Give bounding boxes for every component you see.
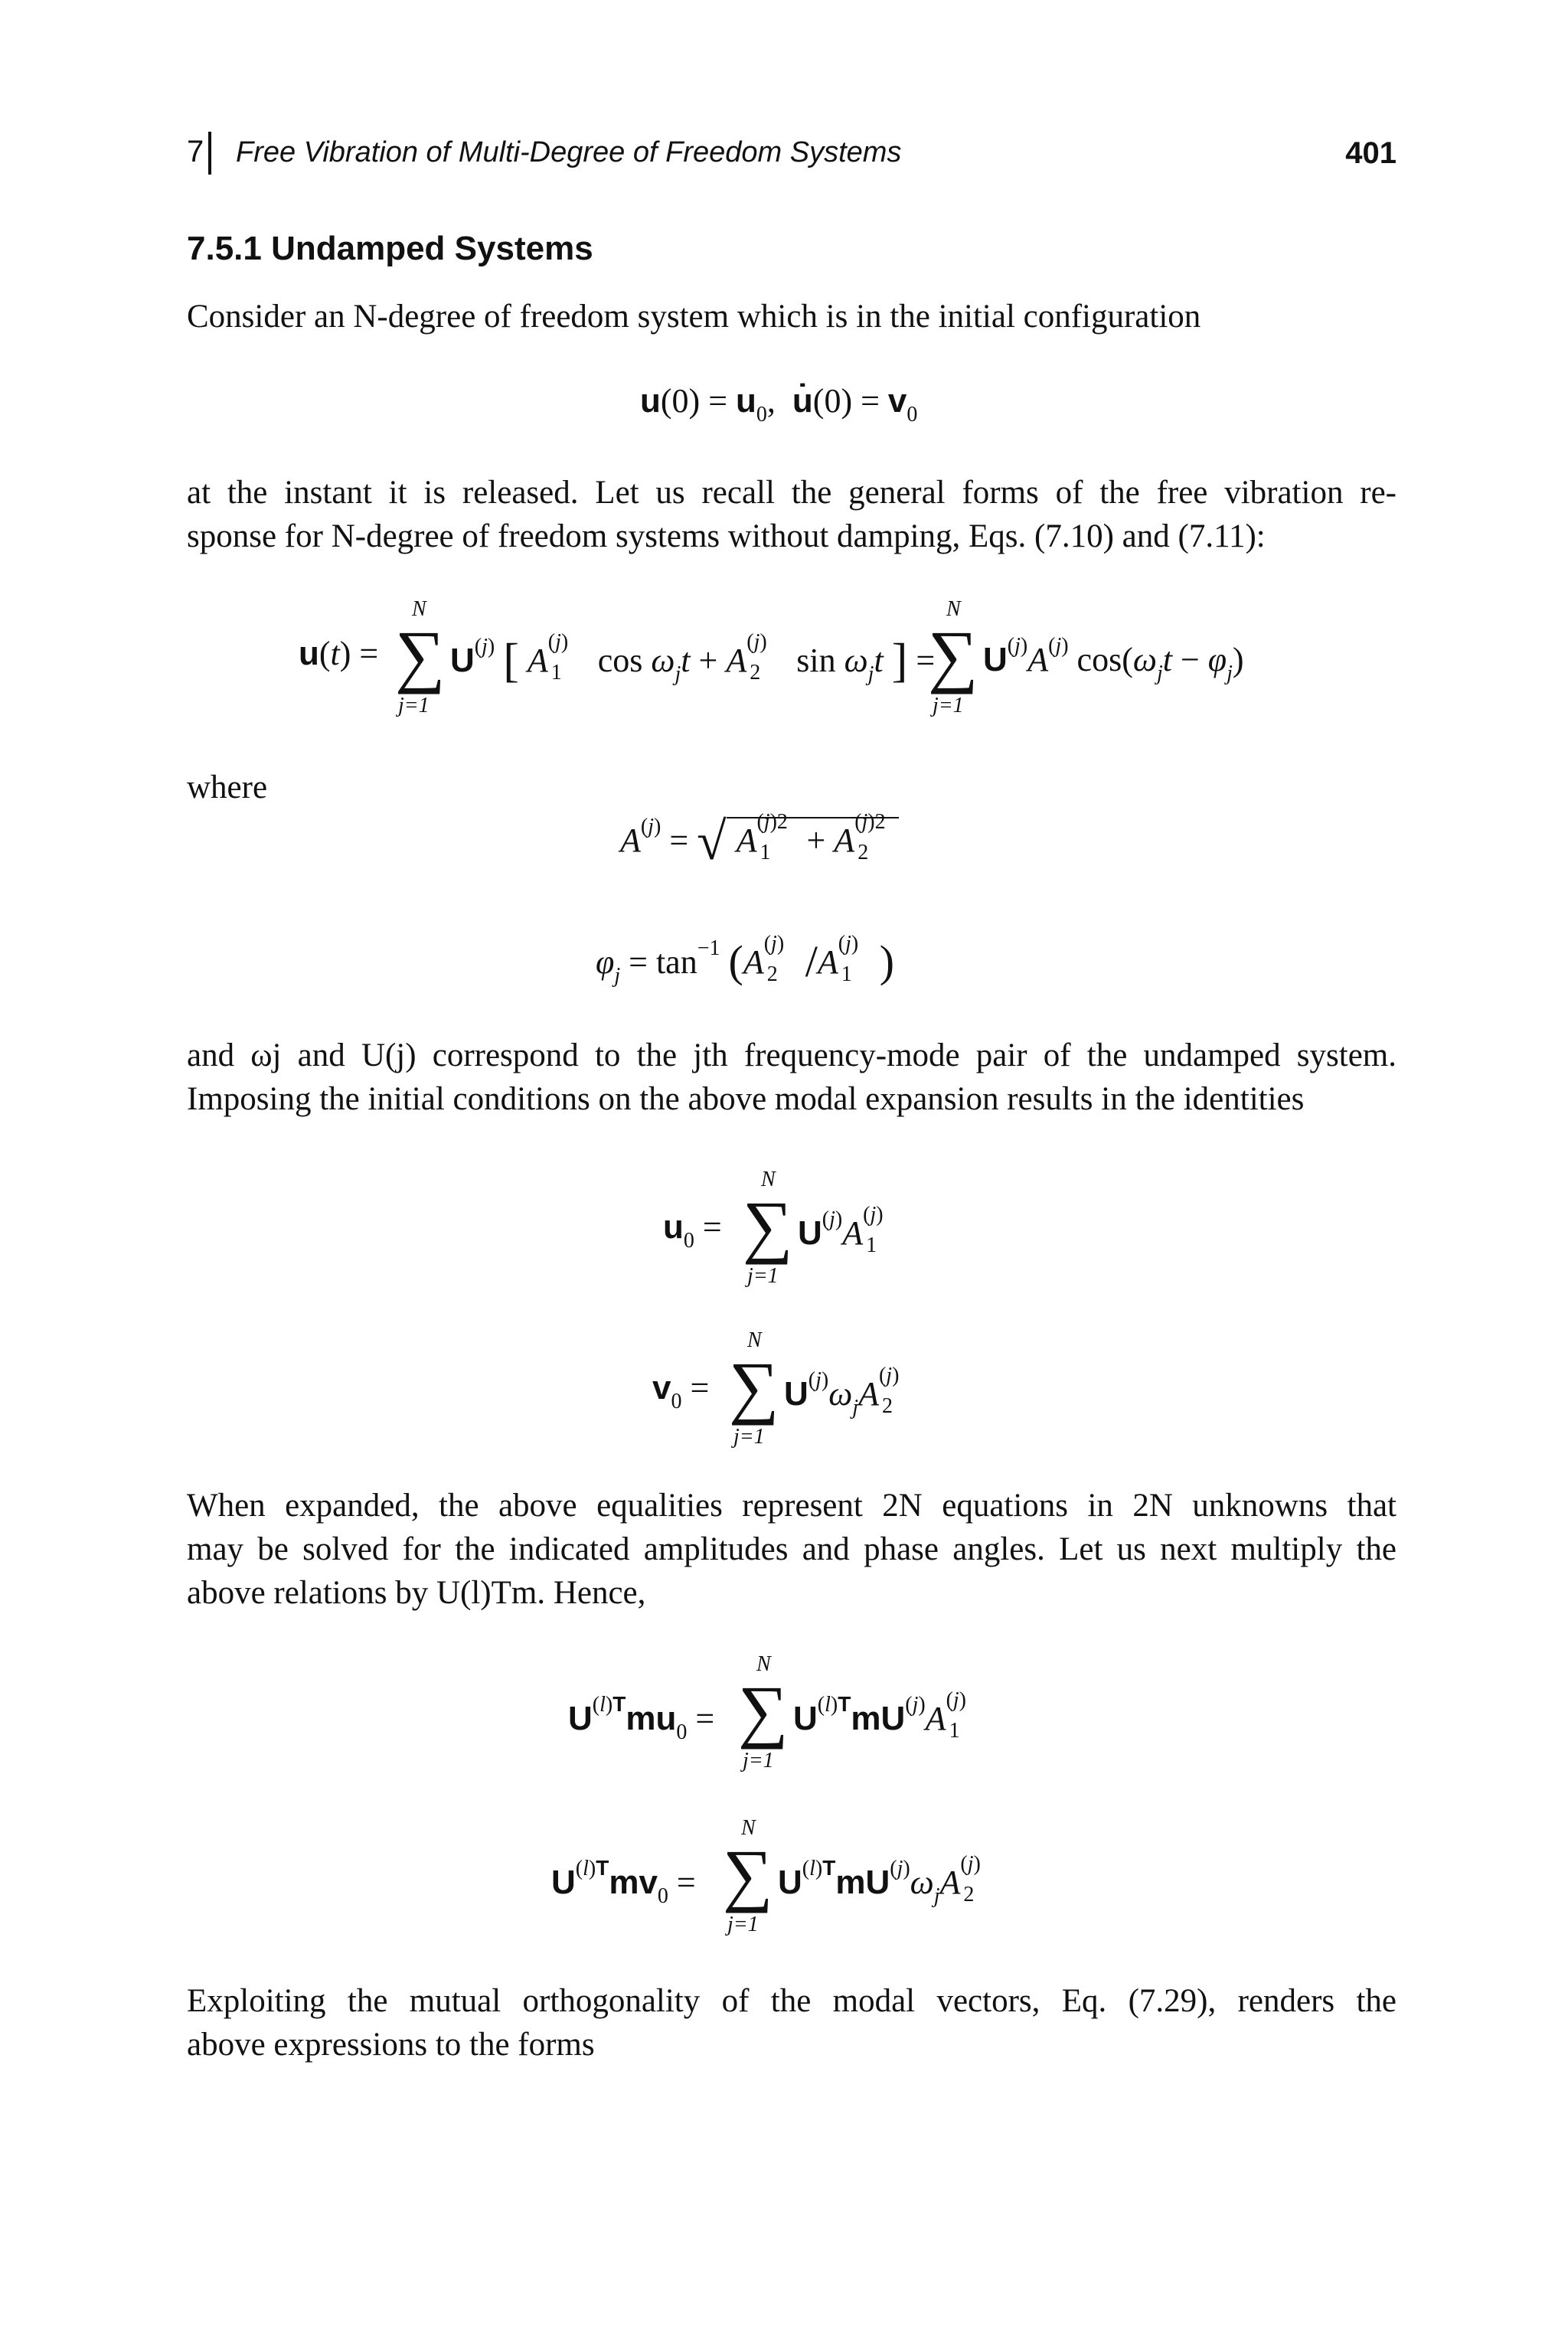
section-heading: 7.5.1 Undamped Systems	[187, 230, 593, 267]
paragraph-intro	[187, 295, 1396, 338]
equation-projected-v0: $U^{(l)T}mv_0$ = N ∑ j=1 $U^{(l)T}mU^{(j)}\omega_jA$ (j) 2	[551, 1816, 981, 1936]
equation-initial-conditions: $u(0) = u_0$, u̇(0) = $v_0$	[640, 382, 918, 426]
paragraph-correspond	[187, 1034, 1396, 1121]
equation-v0-expansion: $v_0$ = N ∑ j=1 $U^{(j)}\omega_jA$ (j) 2	[652, 1328, 900, 1449]
paragraph-line: at the instant it is released. Let us recall the general forms of the free vibration re-	[187, 475, 1396, 511]
paragraph-line: Imposing the initial conditions on the above modal expansion results in the identities	[187, 1081, 1305, 1117]
paragraph-line: above expressions to the forms	[187, 2027, 595, 2063]
chapter-title: Free Vibration of Multi-Degree of Freedom Systems	[236, 136, 902, 168]
equation-phase-angle: $\varphi_j = \tan^{-1} (A$ (j) 2 /A (j) 1 )	[596, 932, 895, 988]
equation-free-response: u(t) = N ∑ j=1 $U^{(j)}$ [ A (j) 1 $\cos \omega_jt + A$ (j) 2 $\sin \omega_jt$ ] = N ∑ j=1 $U^{(j)}A^{(j)}$ $\cos(\omega_jt - \varphi_j)$	[299, 597, 1244, 717]
paragraph-line: sponse for N-degree of freedom systems without damping, Eqs. (7.10) and (7.11):	[187, 518, 1266, 554]
paragraph-line: and ωj and U(j) correspond to the jth frequency-mode pair of the undamped system.	[187, 1037, 1396, 1073]
paragraph-orthogonality	[187, 1979, 1396, 2066]
running-header	[187, 129, 1396, 179]
paragraph-where	[187, 766, 1396, 809]
equation-amplitude: $A^{(j)}$ = √ A (j)2 1 + A (j)2 2	[620, 812, 899, 873]
equation-projected-u0: $U^{(l)T}mu_0$ = N ∑ j=1 $U^{(l)T}mU^{(j)}A$ (j) 1	[568, 1652, 966, 1772]
paragraph-line: Consider an N-degree of freedom system which is in the initial configuration	[187, 299, 1201, 335]
paragraph-line: Exploiting the mutual orthogonality of the modal vectors, Eq. (7.29), renders the	[187, 1983, 1396, 2019]
chapter-number: 7	[187, 135, 204, 168]
paragraph-line: above relations by U(l)Tm. Hence,	[187, 1575, 646, 1611]
paragraph-recall	[187, 471, 1396, 558]
paragraph-line: may be solved for the indicated amplitudes and phase angles. Let us next multiply the	[187, 1531, 1396, 1567]
paragraph-line: When expanded, the above equalities represent 2N equations in 2N unknowns that	[187, 1488, 1396, 1524]
paragraph-line: where	[187, 769, 268, 805]
paragraph-expanded	[187, 1484, 1396, 1615]
page-number: 401	[1345, 136, 1396, 170]
header-divider	[208, 132, 211, 175]
equation-u0-expansion: $u_0$ = N ∑ j=1 $U^{(j)}A$ (j) 1	[663, 1168, 884, 1288]
